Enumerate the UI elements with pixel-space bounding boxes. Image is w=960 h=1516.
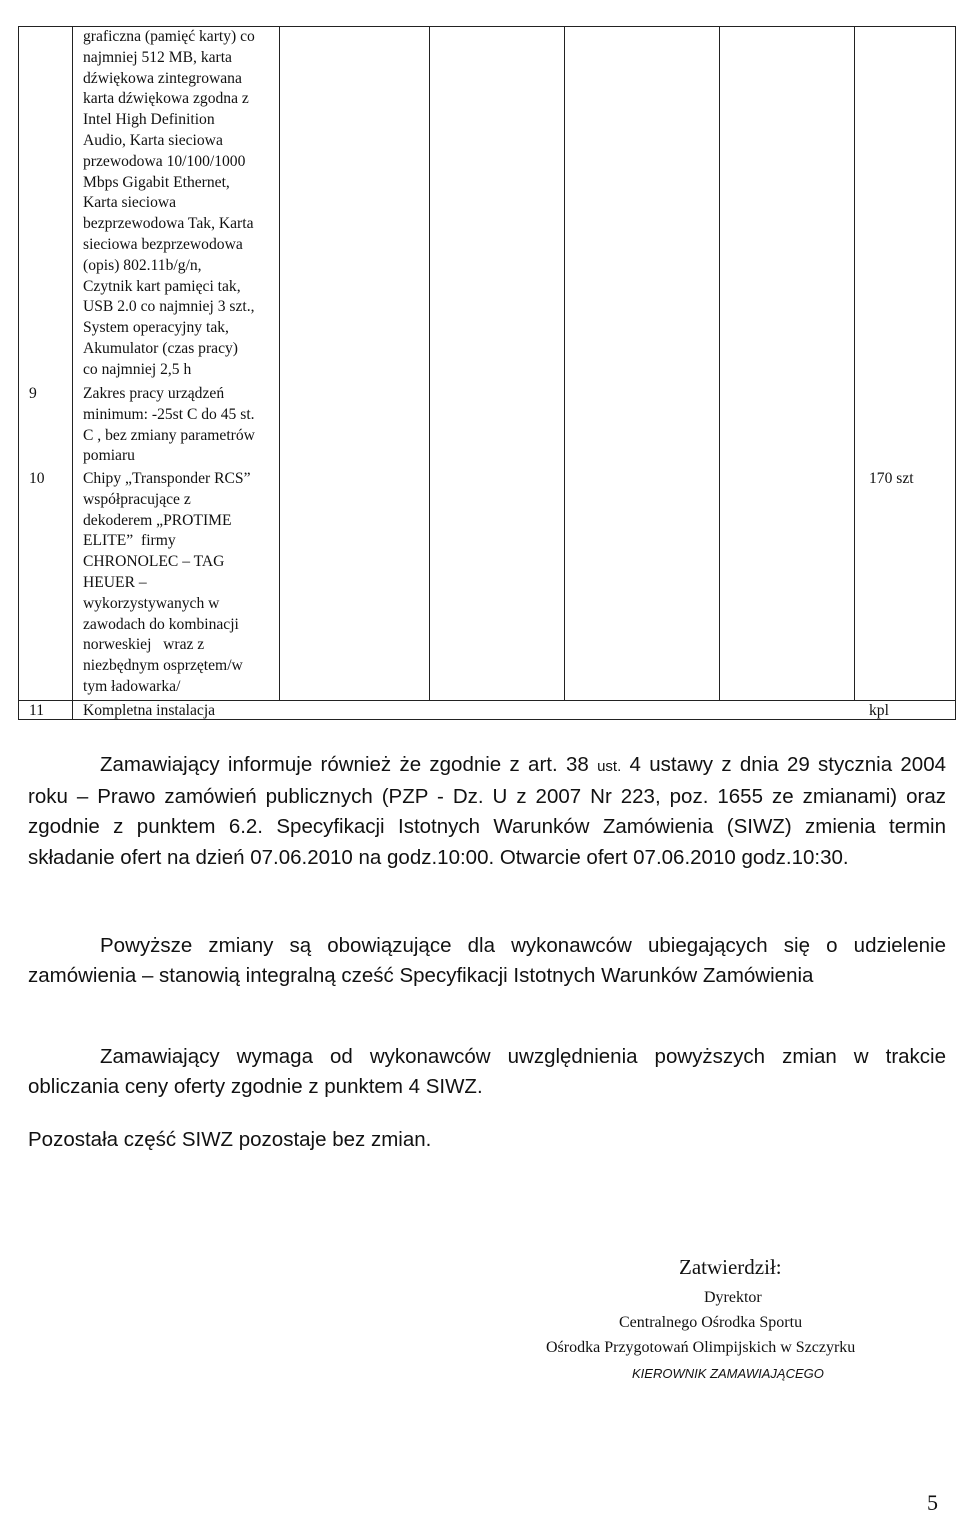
- table-row-quantity: kpl: [869, 702, 889, 719]
- table-row-number: 9: [29, 385, 37, 402]
- column-divider: [72, 700, 73, 720]
- signature-title: Dyrektor: [704, 1289, 762, 1306]
- table-row-description: Chipy „Transponder RCS” współpracujące z dekoderem „PROTIME ELITE” firmy CHRONOLEC – TAG HEUER – wykorzystywanych w zawodach do kombinacji norweskiej wraz z niezbędnym osprzętem/w tym ładowarka/: [83, 470, 251, 695]
- table-row-description: Zakres pracy urządzeń minimum: -25st C do 45 st. C , bez zmiany parametrów pomiaru: [83, 385, 255, 465]
- column-divider: [429, 27, 430, 701]
- paragraph-text: Zamawiający wymaga od wykonawców uwzględnienia powyższych zmian w trakcie obliczania ceny oferty zgodnie z punktem 4 SIWZ.: [28, 1045, 946, 1099]
- table-row-description: graficzna (pamięć karty) co najmniej 512 MB, karta dźwiękowa zintegrowana karta dźwiękowa zgodna z Intel High Definition Audio, Karta sieciowa przewodowa 10/100/1000 Mbps Gigabit Ethernet, Karta sieciowa bezprzewodowa Tak, Karta sieciowa bezprzewodowa (opis) 802.11b/g/n, Czytnik kart pamięci tak, USB 2.0 co najmniej 3 szt., System operacyjny tak, Akumulator (czas pracy) co najmniej 2,5 h: [83, 28, 255, 378]
- paragraph-text: 4 ustawy z dnia 29 stycznia 2004 roku – Prawo zamówień publicznych (PZP - Dz. U z 2007 Nr 223, poz. 1655 ze zmianami) oraz zgodnie z punktem 6.2. Specyfikacji Istotnych Warunków Zamówienia (SIWZ) zmienia termin składanie ofert na dzień 07.06.2010 na godz.10:00. Otwarcie ofert 07.06.2010 godz.10:30.: [28, 753, 947, 869]
- notice-paragraph-binding-changes: [28, 931, 946, 991]
- table-row-quantity: 170 szt: [869, 470, 914, 487]
- paragraph-text: Zamawiający informuje również że zgodnie z art. 38: [100, 753, 598, 776]
- column-divider: [719, 27, 720, 701]
- specification-table: [18, 26, 956, 720]
- notice-paragraph-deadline: [28, 750, 946, 873]
- table-row-number: 10: [29, 470, 45, 487]
- column-divider: [854, 27, 855, 701]
- notice-paragraph-remaining: [28, 1125, 946, 1155]
- signature-approved-label: Zatwierdził:: [679, 1255, 782, 1279]
- column-divider: [564, 27, 565, 701]
- paragraph-text: ust.: [597, 758, 622, 775]
- column-divider: [72, 27, 73, 701]
- signature-role: KIEROWNIK ZAMAWIAJĄCEGO: [632, 1366, 824, 1381]
- page-number: 5: [927, 1490, 938, 1515]
- table-row-number: 11: [29, 702, 45, 719]
- column-divider: [279, 27, 280, 701]
- table-row-description: Kompletna instalacja: [83, 702, 216, 719]
- notice-paragraph-price-calculation: [28, 1042, 946, 1102]
- paragraph-text: Powyższe zmiany są obowiązujące dla wykonawców ubiegających się o udzielenie zamówienia – stanowią integralną cześć Specyfikacji Istotnych Warunków Zamówienia: [28, 934, 946, 988]
- signature-organization-full: Ośrodka Przygotowań Olimpijskich w Szczyrku: [546, 1339, 856, 1356]
- paragraph-text: Pozostała część SIWZ pozostaje bez zmian.: [28, 1128, 432, 1151]
- signature-organization: Centralnego Ośrodka Sportu: [619, 1314, 803, 1331]
